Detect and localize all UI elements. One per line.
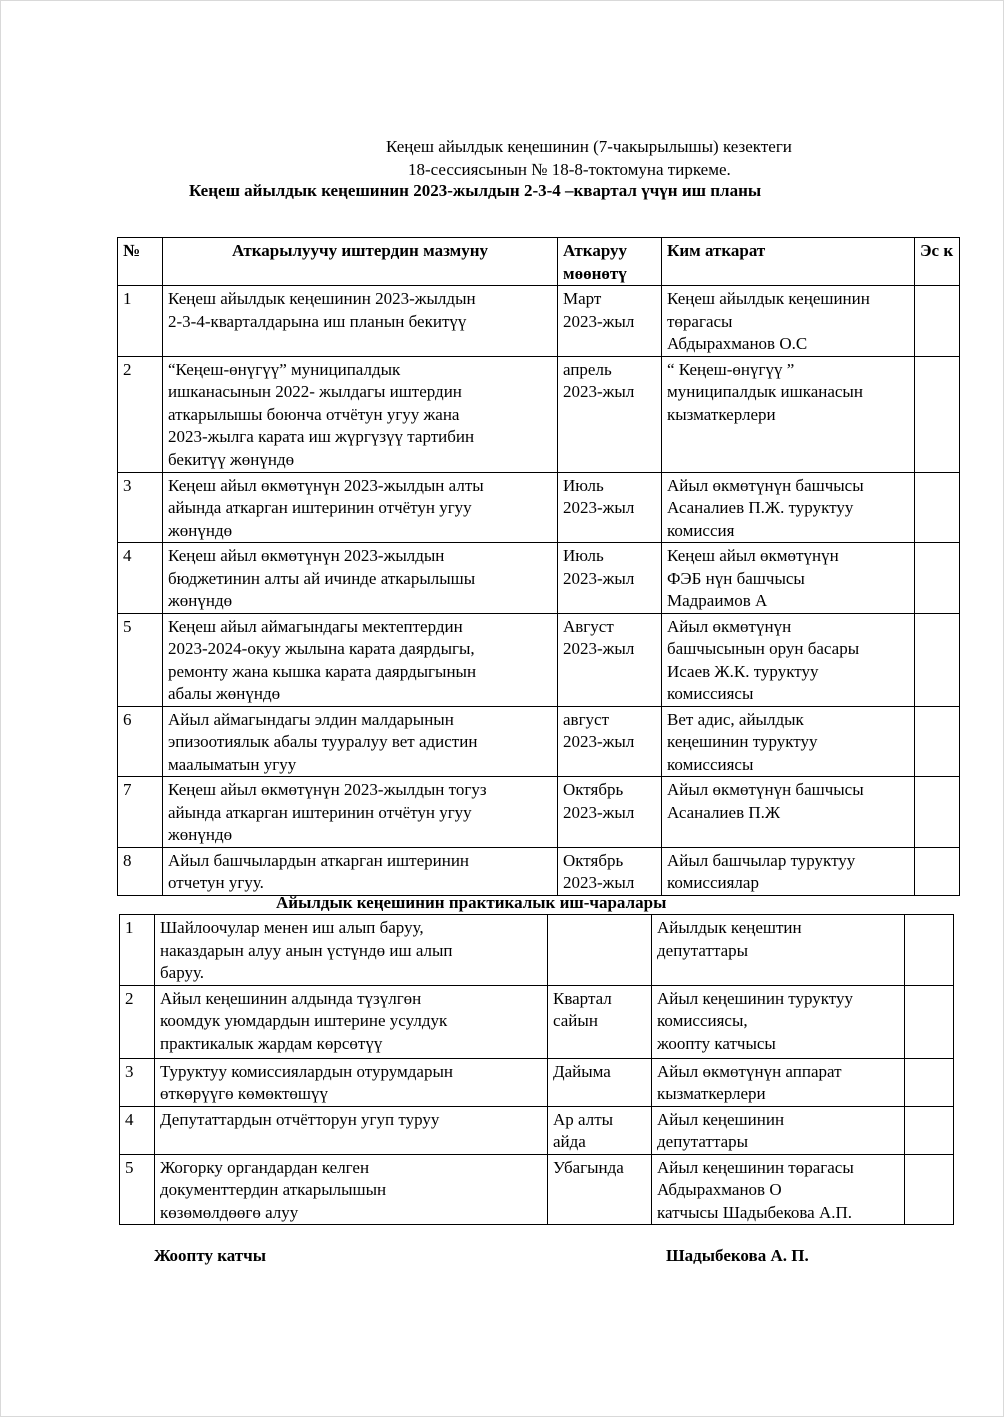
row-term: Октябрь 2023-жыл bbox=[558, 847, 662, 895]
row-responsible: Айыл өкмөтүнүн башчысы Асаналиев П.Ж bbox=[662, 777, 915, 848]
row-content: Кеңеш айыл өкмөтүнүн 2023-жылдын алты айында аткарган иштеринин отчётун угуу жөнүндө bbox=[163, 472, 558, 543]
row-responsible: Айыл өкмөтүнүн башчысы Асаналиев П.Ж. туруктуу комиссия bbox=[662, 472, 915, 543]
row-responsible: Айылдык кеңештин депутаттары bbox=[652, 915, 905, 986]
row-number: 1 bbox=[118, 286, 163, 357]
table-row bbox=[118, 777, 960, 848]
row-note bbox=[915, 472, 960, 543]
column-header-note: Эс к bbox=[915, 238, 960, 286]
row-responsible: Айыл өкмөтүнүн башчысынын орун басары Исаев Ж.К. туруктуу комиссиясы bbox=[662, 613, 915, 706]
row-note bbox=[915, 286, 960, 357]
row-note bbox=[915, 777, 960, 848]
row-note bbox=[905, 1106, 954, 1154]
column-header-number: № bbox=[118, 238, 163, 286]
table-row bbox=[120, 1058, 954, 1106]
column-header-term: Аткаруу мөөнөтү bbox=[558, 238, 662, 286]
table-row bbox=[120, 1154, 954, 1225]
row-note bbox=[915, 706, 960, 777]
row-responsible: Кеңеш айыл өкмөтүнүн ФЭБ нүн башчысы Мадраимов А bbox=[662, 543, 915, 614]
row-responsible: “ Кеңеш-өнүгүү ” муниципалдык ишканасын кызматкерлери bbox=[662, 356, 915, 472]
row-number: 3 bbox=[120, 1058, 155, 1106]
row-term: Ар алты айда bbox=[548, 1106, 652, 1154]
row-content: Жогорку органдардан келген документтердин аткарылышын көзөмөлдөөгө алуу bbox=[155, 1154, 548, 1225]
header-line-2: 18-сессиясынын № 18-8-токтомуна тиркеме. bbox=[408, 160, 731, 179]
column-header-responsible: Ким аткарат bbox=[662, 238, 915, 286]
row-responsible: Айыл өкмөтүнүн аппарат кызматкерлери bbox=[652, 1058, 905, 1106]
row-content: Кеңеш айыл өкмөтүнүн 2023-жылдын тогуз айында аткарган иштеринин отчётун угуу жөнүндө bbox=[163, 777, 558, 848]
row-number: 6 bbox=[118, 706, 163, 777]
row-term bbox=[548, 915, 652, 986]
practical-section-title: Айылдык кеңешинин практикалык иш-чаралары bbox=[276, 893, 667, 912]
row-note bbox=[905, 1154, 954, 1225]
row-responsible: Айыл кеңешинин туруктуу комиссиясы, жоопту катчысы bbox=[652, 985, 905, 1058]
row-responsible: Айыл башчылар туруктуу комиссиялар bbox=[662, 847, 915, 895]
table-row bbox=[118, 356, 960, 472]
row-term: апрель 2023-жыл bbox=[558, 356, 662, 472]
row-term: Март 2023-жыл bbox=[558, 286, 662, 357]
table-row bbox=[118, 286, 960, 357]
row-term: Дайыма bbox=[548, 1058, 652, 1106]
row-content: Туруктуу комиссиялардын отурумдарын өткөрүүгө көмөктөшүү bbox=[155, 1058, 548, 1106]
row-number: 1 bbox=[120, 915, 155, 986]
row-term: Июль 2023-жыл bbox=[558, 472, 662, 543]
document-title: Кеңеш айылдык кеңешинин 2023-жылдын 2-3-4 –квартал үчүн иш планы bbox=[189, 181, 762, 200]
practical-measures-table bbox=[119, 914, 954, 1225]
row-responsible: Кеңеш айылдык кеңешинин төрагасы Абдырахманов О.С bbox=[662, 286, 915, 357]
row-number: 5 bbox=[118, 613, 163, 706]
row-number: 5 bbox=[120, 1154, 155, 1225]
row-term: Квартал сайын bbox=[548, 985, 652, 1058]
row-term: Убагында bbox=[548, 1154, 652, 1225]
signature-role: Жоопту катчы bbox=[154, 1246, 267, 1265]
row-content: Кеңеш айыл аймагындагы мектептердин 2023-2024-окуу жылына карата даярдыгы, ремонту жана кышка карата даярдыгынын абалы жөнүндө bbox=[163, 613, 558, 706]
column-header-content: Аткарылуучу иштердин мазмуну bbox=[163, 238, 558, 286]
row-number: 8 bbox=[118, 847, 163, 895]
row-number: 4 bbox=[118, 543, 163, 614]
row-term: Август 2023-жыл bbox=[558, 613, 662, 706]
work-plan-body bbox=[118, 286, 960, 896]
row-content: “Кеңеш-өнүгүү” муниципалдык ишканасынын 2022- жылдагы иштердин аткарылышы боюнча отчётун угуу жана 2023-жылга карата иш жүргүзүү тартибин бекитүү жөнүндө bbox=[163, 356, 558, 472]
row-content: Депутаттардын отчётторун угуп туруу bbox=[155, 1106, 548, 1154]
table-header-row bbox=[118, 238, 960, 286]
work-plan-table bbox=[117, 237, 960, 896]
row-content: Шайлоочулар менен иш алып баруу, наказдарын алуу анын үстүндө иш алып баруу. bbox=[155, 915, 548, 986]
practical-measures-body bbox=[120, 915, 954, 1225]
row-term: август 2023-жыл bbox=[558, 706, 662, 777]
row-number: 2 bbox=[120, 985, 155, 1058]
row-note bbox=[915, 543, 960, 614]
row-number: 4 bbox=[120, 1106, 155, 1154]
row-term: Июль 2023-жыл bbox=[558, 543, 662, 614]
row-note bbox=[905, 985, 954, 1058]
row-responsible: Айыл кеңешинин төрагасы Абдырахманов О катчысы Шадыбекова А.П. bbox=[652, 1154, 905, 1225]
row-responsible: Вет адис, айылдык кеңешинин туруктуу комиссиясы bbox=[662, 706, 915, 777]
row-number: 7 bbox=[118, 777, 163, 848]
row-number: 2 bbox=[118, 356, 163, 472]
table-row bbox=[118, 847, 960, 895]
signature-name: Шадыбекова А. П. bbox=[666, 1246, 809, 1265]
table-row bbox=[120, 985, 954, 1058]
table-row bbox=[120, 915, 954, 986]
table-row bbox=[118, 472, 960, 543]
table-row bbox=[118, 706, 960, 777]
row-responsible: Айыл кеңешинин депутаттары bbox=[652, 1106, 905, 1154]
row-content: Айыл кеңешинин алдында түзүлгөн коомдук уюмдардын иштерине усулдук практикалык жардам көрсөтүү bbox=[155, 985, 548, 1058]
row-note bbox=[915, 613, 960, 706]
row-content: Айыл аймагындагы элдин малдарынын эпизоотиялык абалы тууралуу вет адистин маалыматын угуу bbox=[163, 706, 558, 777]
row-note bbox=[915, 847, 960, 895]
row-note bbox=[915, 356, 960, 472]
row-number: 3 bbox=[118, 472, 163, 543]
row-content: Кеңеш айылдык кеңешинин 2023-жылдын 2-3-4-кварталдарына иш планын бекитүү bbox=[163, 286, 558, 357]
row-note bbox=[905, 915, 954, 986]
table-row bbox=[118, 543, 960, 614]
table-row bbox=[118, 613, 960, 706]
row-content: Айыл башчылардын аткарган иштеринин отчетун угуу. bbox=[163, 847, 558, 895]
row-content: Кеңеш айыл өкмөтүнүн 2023-жылдын бюджетинин алты ай ичинде аткарылышы жөнүндө bbox=[163, 543, 558, 614]
header-line-1: Кеңеш айылдык кеңешинин (7-чакырылышы) кезектеги bbox=[386, 137, 792, 156]
table-row bbox=[120, 1106, 954, 1154]
row-term: Октябрь 2023-жыл bbox=[558, 777, 662, 848]
row-note bbox=[905, 1058, 954, 1106]
